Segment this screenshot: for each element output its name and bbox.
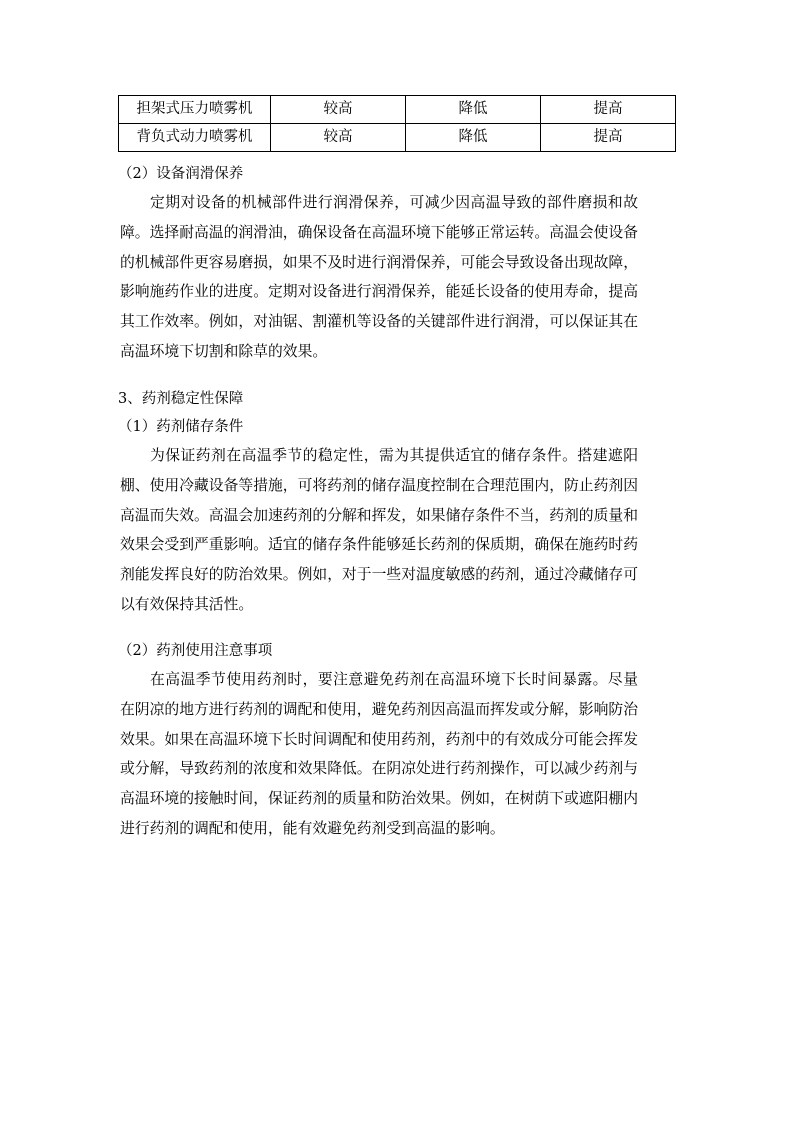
paragraph-lubrication: 定期对设备的机械部件进行润滑保养，可减少因高温导致的部件磨损和故障。选择耐高温的润滑油，确保设备在高温环境下能够正常运转。高温会使设备的机械部件更容易磨损，如果不及时进行润滑保养，可能会导致设备出现故障，影响施药作业的进度。定期对设备进行润滑保养，能延长设备的使用寿命，提高其工作效率。例如，对油锯、割灌机等设备的关键部件进行润滑，可以保证其在高温环境下切割和除草的效果。 (120, 194, 638, 360)
subsection-heading-usage: （2）药剂使用注意事项 (118, 643, 273, 659)
table-cell: 背负式动力喷雾机 (119, 124, 271, 152)
table-cell: 担架式压力喷雾机 (119, 96, 271, 124)
paragraph-usage: 在高温季节使用药剂时，要注意避免药剂在高温环境下长时间暴露。尽量在阴凉的地方进行药剂的调配和使用，避免药剂因高温而挥发或分解，影响防治效果。如果在高温环境下长时间调配和使用药剂，药剂中的有效成分可能会挥发或分解，导致药剂的浓度和效果降低。在阴凉处进行药剂操作，可以减少药剂与高温环境的接触时间，保证药剂的质量和防治效果。例如，在树荫下或遮阳棚内进行药剂的调配和使用，能有效避免药剂受到高温的影响。 (120, 671, 638, 837)
paragraph-storage: 为保证药剂在高温季节的稳定性，需为其提供适宜的储存条件。搭建遮阳棚、使用冷藏设备等措施，可将药剂的储存温度控制在合理范围内，防止药剂因高温而失效。高温会加速药剂的分解和挥发，如果储存条件不当，药剂的质量和效果会受到严重影响。适宜的储存条件能够延长药剂的保质期，确保在施药时药剂能发挥良好的防治效果。例如，对于一些对温度敏感的药剂，通过冷藏储存可以有效保持其活性。 (120, 447, 638, 613)
table-row (119, 96, 676, 124)
section-heading-stability: 3、药剂稳定性保障 (118, 391, 244, 407)
table-cell: 较高 (271, 124, 406, 152)
equipment-table (118, 95, 676, 152)
table-cell: 提高 (541, 124, 676, 152)
table-cell: 较高 (271, 96, 406, 124)
section-heading-lubrication: （2）设备润滑保养 (118, 166, 244, 182)
table-row (119, 124, 676, 152)
table-cell: 降低 (406, 96, 541, 124)
subsection-heading-storage: （1）药剂储存条件 (118, 419, 244, 435)
table-cell: 降低 (406, 124, 541, 152)
table-cell: 提高 (541, 96, 676, 124)
